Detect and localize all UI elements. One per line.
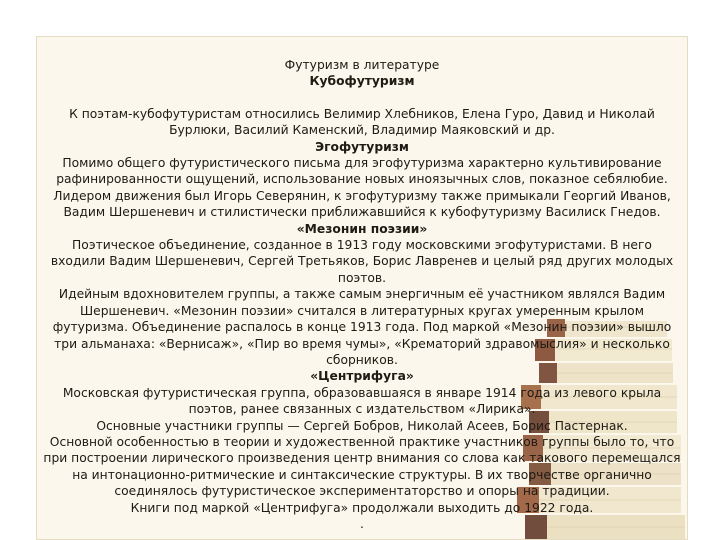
slide [36,36,688,540]
section-heading-centrifuge: «Центрифуга» [310,369,414,384]
section-body-egofuturism: Помимо общего футуристического письма для эгофутуризма характерно культивирование рафинированности ощущений, использование новых иноязычных слов, показное себялюбие. Лидером движения был Игорь Северянин, к эгофутуризму также примыкали Георгий Иванов, Вадим Шершеневич и стилистически приближавшийся к кубофутуризму Василиск Гнедов. [53,156,671,220]
section-body-centrifuge-4: Книги под маркой «Центрифуга» продолжали выходить до 1922 года. [130,500,594,515]
section-body-centrifuge-2: Основные участники группы — Сергей Бобров, Николай Асеев, Борис Пастернак. [96,418,628,433]
section-heading-cubofuturism: Кубофутуризм [309,74,415,89]
section-body-cubofuturism: К поэтам-кубофутуристам относились Велимир Хлебников, Елена Гуро, Давид и Николай Бурлюки, Василий Каменский, Владимир Маяковский и др. [69,106,655,138]
section-body-mezzanine-2: Идейным вдохновителем группы, а также самым энергичным её участником являлся Вадим Шершеневич. «Мезонин поэзии» считался в литературных кругах умеренным крылом футуризма. Объединение распалось в конце 1913 года. Под маркой «Мезонин поэзии» вышло три альманаха: «Вернисаж», «Пир во время чумы», «Крематорий здравомыслия» и несколько сборников. [52,287,672,367]
spacer [43,90,681,106]
slide-title: Футуризм в литературе [284,58,440,72]
section-heading-mezzanine: «Мезонин поэзии» [296,221,428,236]
section-heading-egofuturism: Эгофутуризм [315,139,409,154]
trailing-mark: . [360,516,364,531]
section-body-centrifuge-3: Основной особенностью в теории и художественной практике участников группы было то, что при построении лирического произведения центр внимания со слова как такового перемещался на интонационно-ритмические и синтаксические структуры. В их творчестве органично соединялось футуристическое экспериментаторство и опоры на традиции. [43,434,681,499]
section-body-centrifuge: Московская футуристическая группа, образовавшаяся в январе 1914 года из левого крыла поэтов, ранее связанных с издательством «Лирика». [62,385,662,417]
slide-text [43,57,681,532]
section-body-mezzanine: Поэтическое объединение, созданное в 1913 году московскими эгофутуристами. В него входили Вадим Шершеневич, Сергей Третьяков, Борис Лавренев и целый ряд других молодых поэтов. [50,238,674,285]
